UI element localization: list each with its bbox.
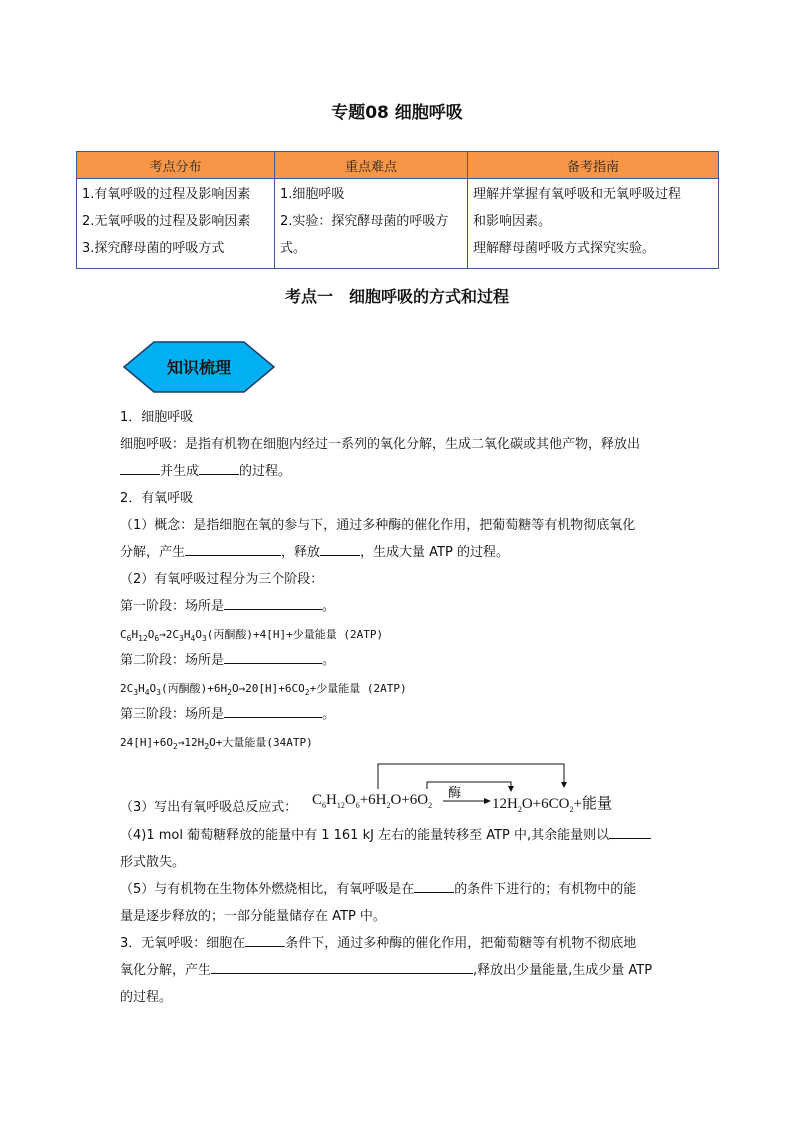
- paragraph: 并生成 的过程。: [120, 458, 291, 485]
- paragraph: 形式散失。: [120, 855, 186, 870]
- fill-blank[interactable]: [224, 702, 322, 718]
- fill-blank[interactable]: [320, 540, 360, 556]
- paragraph: 分解，产生 ，释放 ，生成大量 ATP 的过程。: [120, 539, 509, 566]
- formula-stage-3: $24[H]+6O_2\to 12H_2O+$大量能量(34ATP): [120, 736, 313, 752]
- header-exam-points: 考点分布: [77, 152, 275, 179]
- paragraph: 氧化分解，产生 ,释放出少量能量,生成少量 ATP: [120, 957, 652, 984]
- enzyme-label: 酶: [448, 786, 462, 801]
- list-item: 2.无氧呼吸的过程及影响因素: [82, 214, 251, 229]
- exam-guide-table: [76, 151, 719, 269]
- fill-blank[interactable]: [609, 823, 651, 839]
- stage-2: 第二阶段：场所是 。: [120, 647, 335, 674]
- paragraph: （2）有氧呼吸过程分为三个阶段：: [120, 572, 324, 587]
- stage-3: 第三阶段：场所是 。: [120, 701, 335, 728]
- fill-blank[interactable]: [224, 648, 322, 664]
- total-reaction-equation: [300, 762, 630, 814]
- list-item: 2.实验：探究酵母菌的呼吸方: [280, 214, 449, 229]
- header-key-difficulties: 重点难点: [275, 152, 468, 179]
- header-study-guide: 备考指南: [468, 152, 719, 179]
- list-item: 3.探究酵母菌的呼吸方式: [82, 241, 225, 256]
- list-item: 1.细胞呼吸: [280, 187, 345, 202]
- table-header-row: [77, 152, 719, 179]
- reactants: $C_6H_{12}O_6+6H_2O+6O_2$: [312, 792, 433, 810]
- stage-1: 第一阶段：场所是 。: [120, 593, 335, 620]
- list-item: 理解酵母菌呼吸方式探究实验。: [473, 241, 656, 256]
- total-reaction-label: （3）写出有氧呼吸总反应式：: [120, 800, 298, 815]
- fill-blank[interactable]: [120, 459, 160, 475]
- list-item: 式。: [280, 241, 307, 256]
- list-item: 理解并掌握有氧呼吸和无氧呼吸过程: [473, 187, 682, 202]
- formula-stage-1: $C_6H_{12}O_6\to 2C_3H_4O_3$(丙酮酸)+4[H]+少量能量 (2ATP): [120, 628, 384, 644]
- heading-cell-respiration: 1．细胞呼吸: [120, 410, 194, 425]
- paragraph: （5）与有机物在生物体外燃烧相比，有氧呼吸是在 的条件下进行的；有机物中的能: [120, 876, 636, 903]
- knowledge-badge: [122, 340, 276, 394]
- paragraph: （4)1 mol 葡萄糖释放的能量中有 1 161 kJ 左右的能量转移至 ATP 中,其余能量则以: [120, 822, 651, 849]
- list-item: 和影响因素。: [473, 214, 552, 229]
- fill-blank[interactable]: [199, 459, 239, 475]
- products: $12H_2O+6CO_2+$能量: [492, 796, 612, 814]
- fill-blank[interactable]: [211, 958, 473, 974]
- list-item: 1.有氧呼吸的过程及影响因素: [82, 187, 251, 202]
- key-difficulties-cell: [275, 179, 468, 269]
- paragraph: 的过程。: [120, 990, 173, 1005]
- fill-blank[interactable]: [185, 540, 281, 556]
- paragraph: 量是逐步释放的；一部分能量储存在 ATP 中。: [120, 909, 386, 924]
- exam-points-cell: [77, 179, 275, 269]
- study-guide-cell: [468, 179, 719, 269]
- section-title: 考点一 细胞呼吸的方式和过程: [284, 287, 509, 306]
- heading-anaerobic: 3．无氧呼吸：细胞在 条件下，通过多种酶的催化作用，把葡萄糖等有机物不彻底地: [120, 930, 636, 957]
- heading-aerobic: 2．有氧呼吸: [120, 491, 194, 506]
- fill-blank[interactable]: [224, 594, 322, 610]
- paragraph: （1）概念：是指细胞在氧的参与下，通过多种酶的催化作用，把葡萄糖等有机物彻底氧化: [120, 518, 636, 533]
- page-title: 专题08 细胞呼吸: [331, 103, 463, 123]
- fill-blank[interactable]: [245, 931, 285, 947]
- paragraph: 细胞呼吸：是指有机物在细胞内经过一系列的氧化分解，生成二氧化碳或其他产物，释放出: [120, 437, 641, 452]
- formula-stage-2: $2C_3H_4O_3$(丙酮酸)$+6H_2O\to 20[H]+6CO_2+$少量能量 (2ATP): [120, 682, 407, 698]
- fill-blank[interactable]: [414, 877, 454, 893]
- badge-label: 知识梳理: [166, 358, 231, 377]
- table-row: [77, 179, 719, 269]
